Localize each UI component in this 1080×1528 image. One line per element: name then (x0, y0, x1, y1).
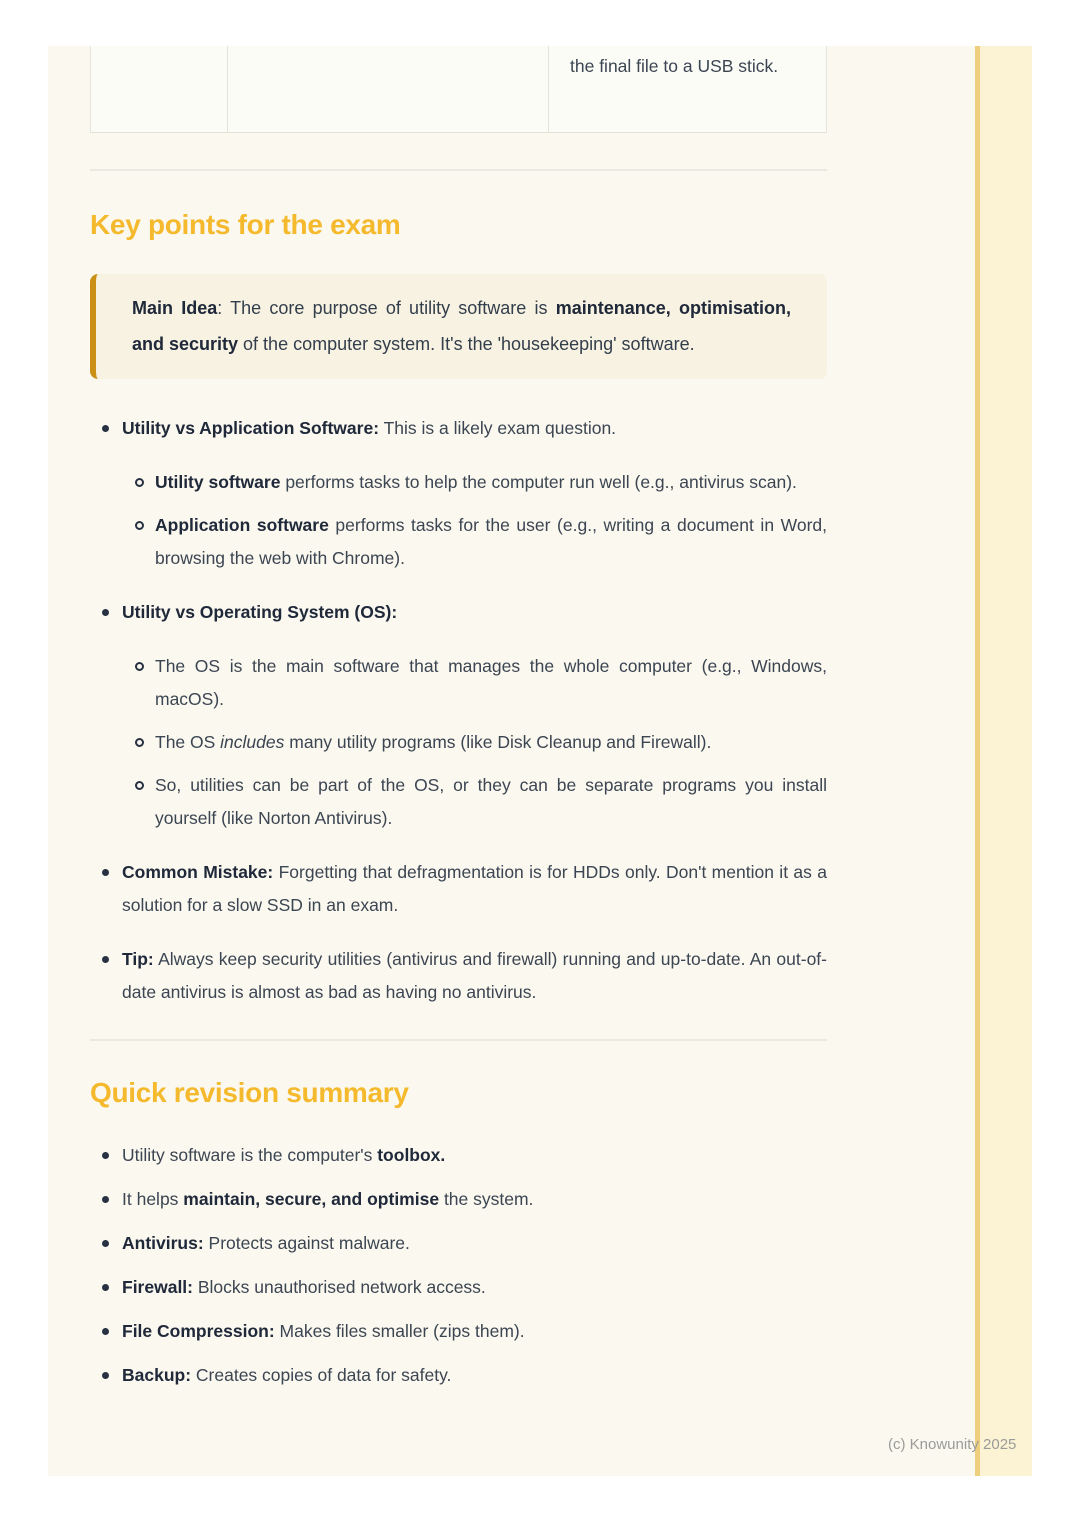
list-item-text (122, 1359, 827, 1392)
item-rest: The OS is the main software that manages the whole computer (e.g., Windows, macOS). (155, 656, 827, 709)
sub-list-item (123, 726, 827, 759)
page-edge-highlight (975, 46, 1032, 1476)
bullet-icon (102, 1359, 122, 1392)
document-page (48, 46, 1032, 1476)
list-item-text (155, 466, 827, 499)
list-item (90, 412, 827, 445)
callout-bold: maintenance, optimisation, and security (132, 298, 791, 354)
item-bold-lead: Utility vs Application Software: (122, 418, 380, 438)
item-bold: Antivirus: (122, 1233, 204, 1253)
item-rest: performs tasks for the user (e.g., writing a document in Word, browsing the web with Chrome). (155, 515, 827, 568)
list-item-text (155, 650, 827, 716)
section-divider (90, 169, 827, 171)
sub-list-item (123, 769, 827, 835)
item-rest: This is a likely exam question. (379, 418, 617, 438)
item-post: Blocks unauthorised network access. (193, 1277, 486, 1297)
list-item-text (122, 943, 827, 1009)
list-item-text (122, 856, 827, 922)
callout-bold-lead: Main Idea (132, 298, 218, 318)
summary-heading: Quick revision summary (90, 1077, 409, 1108)
callout-regular: of the computer system. It's the 'housekeeping' software. (238, 333, 695, 354)
item-bold-lead: Utility software (155, 472, 281, 492)
list-item-text (122, 1271, 827, 1304)
item-bold-lead: Utility vs Operating System (OS): (122, 602, 398, 622)
item-post: many utility programs (like Disk Cleanup and Firewall). (284, 732, 712, 752)
list-item (90, 1271, 827, 1304)
bullet-icon (102, 412, 122, 445)
item-post: the system. (439, 1189, 534, 1209)
circle-bullet-icon (135, 509, 155, 575)
item-post: Creates copies of data for safety. (191, 1365, 452, 1385)
bullet-icon (102, 1227, 122, 1260)
callout-text (132, 291, 791, 362)
item-rest: Forgetting that defragmentation is for HDDs only. Don't mention it as a solution for a slow SSD in an exam. (122, 862, 827, 915)
copyright-text: (c) Knowunity 2025 (888, 1436, 1017, 1453)
list-item-text (155, 726, 827, 759)
list-item-text (122, 412, 827, 445)
item-italic: includes (220, 732, 285, 752)
list-item (90, 596, 827, 629)
bullet-icon (102, 856, 122, 922)
item-bold: toolbox. (377, 1145, 446, 1165)
list-item-text (122, 1227, 827, 1260)
section-divider (90, 1039, 827, 1041)
key-points-list (90, 412, 827, 1009)
table-cell (91, 46, 228, 132)
bullet-icon (102, 596, 122, 629)
circle-bullet-icon (135, 650, 155, 716)
item-pre: Utility software is the computer's (122, 1145, 378, 1165)
item-bold: Firewall: (122, 1277, 193, 1297)
bullet-icon (102, 943, 122, 1009)
table-fragment (90, 46, 827, 133)
item-rest: So, utilities can be part of the OS, or they can be separate programs you install yourself (like Norton Antivirus). (155, 775, 827, 828)
list-item-text (122, 1315, 827, 1348)
sub-list-item (123, 650, 827, 716)
list-item-text (155, 509, 827, 575)
list-item-text (155, 769, 827, 835)
list-item-text (122, 596, 827, 629)
page-content (90, 46, 827, 1392)
item-bold-lead: Tip: (122, 949, 154, 969)
item-bold: Backup: (122, 1365, 192, 1385)
circle-bullet-icon (135, 726, 155, 759)
item-bold: File Compression: (122, 1321, 275, 1341)
summary-list (90, 1139, 827, 1392)
bullet-icon (102, 1139, 122, 1172)
item-post: Protects against malware. (203, 1233, 410, 1253)
list-item (90, 943, 827, 1009)
circle-bullet-icon (135, 466, 155, 499)
list-item (90, 1139, 827, 1172)
list-item (90, 1315, 827, 1348)
list-item-text (122, 1183, 827, 1216)
list-item (90, 1227, 827, 1260)
item-pre: The OS (155, 732, 221, 752)
item-rest: Always keep security utilities (antivirus and firewall) running and up-to-date. An out-of-date antivirus is almost as bad as having no antivirus. (122, 949, 827, 1002)
bullet-icon (102, 1271, 122, 1304)
item-rest: performs tasks to help the computer run well (e.g., antivirus scan). (280, 472, 797, 492)
list-item (90, 1359, 827, 1392)
item-pre: It helps (122, 1189, 184, 1209)
key-points-heading: Key points for the exam (90, 209, 401, 240)
list-item (90, 1183, 827, 1216)
sub-list-item (123, 466, 827, 499)
list-item (90, 856, 827, 922)
bullet-icon (102, 1315, 122, 1348)
item-bold: maintain, secure, and optimise (183, 1189, 440, 1209)
item-bold-lead: Application software (155, 515, 329, 535)
main-idea-callout (90, 274, 827, 379)
bullet-icon (102, 1183, 122, 1216)
sub-list-item (123, 509, 827, 575)
table-cell (228, 46, 549, 132)
callout-regular: : The core purpose of utility software is (217, 298, 556, 318)
circle-bullet-icon (135, 769, 155, 835)
table-cell (549, 46, 826, 132)
table-cell-text: the final file to a USB stick. (570, 56, 779, 76)
item-bold-lead: Common Mistake: (122, 862, 274, 882)
item-post: Makes files smaller (zips them). (274, 1321, 525, 1341)
list-item-text (122, 1139, 827, 1172)
